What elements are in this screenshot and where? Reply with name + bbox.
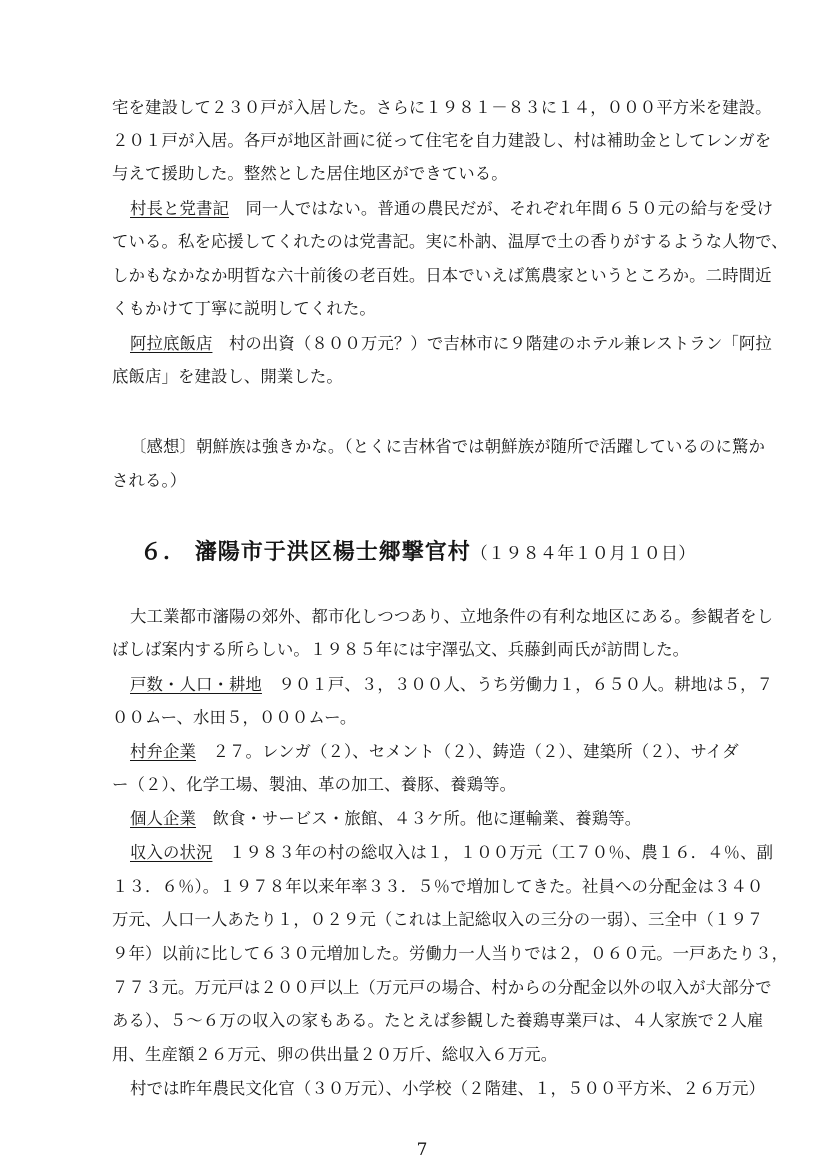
text-line: ７７３元。万元戸は２００戸以上（万元戸の場合、村からの分配金以外の収入が大部分で bbox=[112, 978, 772, 997]
text-run: ２７。レンガ（２）、セメント（２）、鋳造（２）、建築所（２）、サイダ bbox=[195, 742, 739, 761]
paragraph-first-line bbox=[130, 334, 772, 354]
text-line: 用、生産額２６万元、卵の供出量２０万斤、総収入６万元。 bbox=[112, 1045, 558, 1064]
paragraph-first-line bbox=[130, 675, 773, 695]
text-line: しかもなかなか明晢な六十前後の老百姓。日本でいえば篤農家というところか。二時間近 bbox=[112, 266, 772, 285]
text-line: ー（２）、化学工場、製油、革の加工、養豚、養鶏等。 bbox=[112, 775, 517, 794]
text-line: ある）、５～６万の収入の家もある。たとえば参観した養鶏専業戸は、４人家族で２人雇 bbox=[112, 1011, 764, 1030]
paragraph-first-line bbox=[130, 742, 739, 762]
section-number: ６． bbox=[140, 539, 187, 565]
text-line: くもかけて丁寧に説明してくれた。 bbox=[112, 299, 376, 318]
text-line: 底飯店」を建設し、開業した。 bbox=[112, 367, 343, 386]
text-line: ９年）以前に比して６３０元増加した。労働力一人当りでは２，０６０元。一戸あたり３， bbox=[112, 944, 789, 963]
paragraph-heading: 阿拉底飯店 bbox=[130, 334, 213, 353]
text-line: ００ムー、水田５，０００ムー。 bbox=[112, 708, 357, 727]
page-number: 7 bbox=[416, 1140, 428, 1160]
text-line: 〔感想〕朝鮮族は強きかな。（とくに吉林省では朝鮮族が随所で活躍しているのに驚か bbox=[130, 437, 765, 456]
text-run: 村の出資（８００万元？）で吉林市に９階建のホテル兼レストラン「阿拉 bbox=[212, 334, 772, 353]
text-run: １９８３年の村の総収入は１，１００万元（工７０％、農１６．４％、副 bbox=[212, 843, 774, 862]
section-date: （１９８４年１０月１０日） bbox=[470, 544, 696, 564]
paragraph-heading: 戸数・人口・耕地 bbox=[130, 675, 262, 694]
paragraph-heading: 村長と党書記 bbox=[130, 199, 229, 218]
text-line: される。） bbox=[112, 471, 187, 490]
paragraph-heading: 収入の状況 bbox=[130, 843, 213, 862]
text-line: ２０１戸が入居。各戸が地区計画に従って住宅を自力建設し、村は補助金としてレンガを bbox=[112, 131, 772, 150]
section-title: 瀋陽市于洪区楊士郷撃官村 bbox=[194, 539, 471, 565]
text-line: 与えて援助した。整然とした居住地区ができている。 bbox=[112, 164, 508, 183]
text-run: 飲食・サービス・旅館、４３ケ所。他に運輸業、養鶏等。 bbox=[195, 809, 642, 828]
text-line: 村では昨年農民文化官（３０万元）、小学校（２階建、１，５００平方米、２６万元） bbox=[130, 1079, 765, 1098]
text-run: 同一人ではない。普通の農民だが、それぞれ年間６５０元の給与を受け bbox=[228, 199, 774, 218]
paragraph-heading: 個人企業 bbox=[130, 809, 196, 828]
text-run: ９０１戸、３，３００人、うち労働力１，６５０人。耕地は５，７ bbox=[261, 675, 774, 694]
paragraph-heading: 村弁企業 bbox=[130, 742, 196, 761]
text-line: 大工業都市瀋陽の郊外、都市化しつつあり、立地条件の有利な地区にある。参観者をし bbox=[130, 607, 774, 626]
section-heading bbox=[140, 538, 696, 568]
text-line: 万元、人口一人あたり１，０２９元（これは上記総収入の三分の一弱）、三全中（１９７ bbox=[112, 910, 764, 929]
text-line: １３．６％）。１９７８年以来年率３３．５％で増加してきた。社員への分配金は３４０ bbox=[112, 877, 764, 896]
paragraph-first-line bbox=[130, 199, 773, 219]
paragraph-first-line bbox=[130, 843, 773, 863]
text-line: ばしば案内する所らしい。１９８５年には宇澤弘文、兵藤釗両氏が訪問した。 bbox=[112, 640, 690, 659]
text-line: ている。私を応援してくれたのは党書記。実に朴訥、温厚で土の香りがするような人物で、 bbox=[112, 232, 788, 251]
paragraph-first-line bbox=[130, 809, 641, 829]
text-line: 宅を建設して２３０戸が入居した。さらに１９８１－８３に１４，０００平方米を建設。 bbox=[112, 98, 772, 117]
